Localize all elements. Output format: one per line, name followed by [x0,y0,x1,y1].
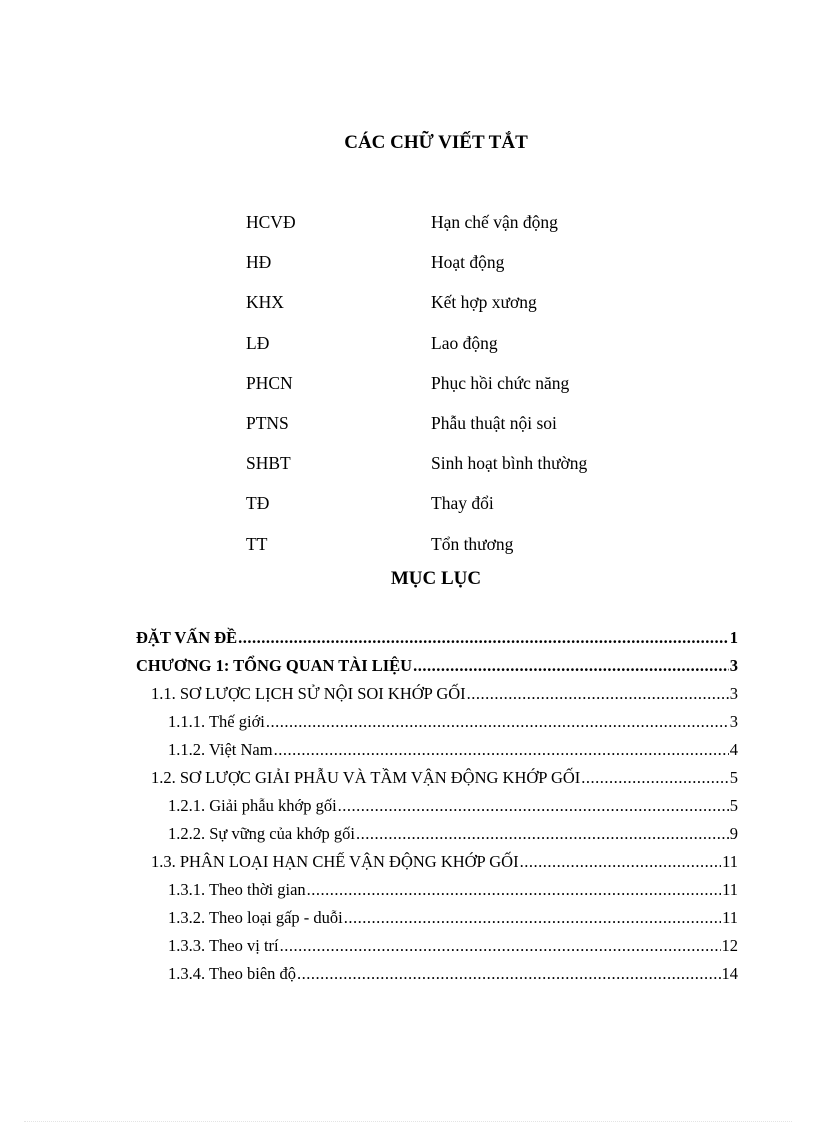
toc-leader-dots [338,796,729,816]
abbreviation-code: LĐ [246,332,270,353]
abbreviation-meaning: Tổn thương [431,533,514,554]
toc-leader-dots [238,628,729,648]
toc-leader-dots [413,656,729,676]
abbreviation-code: TĐ [246,493,270,514]
toc-entry-page: 3 [729,684,738,703]
page-bottom-rule [24,1121,792,1122]
abbreviation-meaning: Sinh hoạt bình thường [431,453,588,474]
toc-entry[interactable] [136,908,738,936]
toc-entry-page: 5 [729,796,738,815]
toc-leader-dots [307,880,721,900]
toc-entry-page: 3 [729,656,738,675]
toc-entry-title: 1.1.2. Việt Nam [168,740,273,759]
toc-entry[interactable] [136,964,738,992]
toc-entry-page: 3 [729,712,738,731]
toc-entry-page: 14 [721,964,738,983]
abbreviation-code: SHBT [246,453,291,474]
toc-entry[interactable] [136,740,738,768]
toc-entry-title: 1.3. PHÂN LOẠI HẠN CHẾ VẬN ĐỘNG KHỚP GỐI [151,852,519,871]
toc-entry[interactable] [136,796,738,824]
abbreviation-meaning: Kết hợp xương [431,292,537,313]
toc-entry-title: 1.3.1. Theo thời gian [168,880,306,899]
abbreviation-code: HĐ [246,252,272,273]
toc-leader-dots [344,908,721,928]
toc-entry-page: 9 [729,824,738,843]
toc-entry[interactable] [136,656,738,684]
toc-entry-title: 1.2.1. Giải phẫu khớp gối [168,796,337,815]
toc-entry[interactable] [136,684,738,712]
abbreviation-meaning: Phục hồi chức năng [431,372,570,393]
toc-leader-dots [266,712,729,732]
toc-entry[interactable] [136,880,738,908]
toc-entry-page: 4 [729,740,738,759]
toc-entry-page: 11 [722,852,738,871]
toc-leader-dots [467,684,729,704]
toc-entry-title: 1.1. SƠ LƯỢC LỊCH SỬ NỘI SOI KHỚP GỐI [151,684,466,703]
toc-entry[interactable] [136,852,738,880]
toc-leader-dots [581,768,728,788]
abbreviation-code: HCVĐ [246,212,296,232]
toc-entry[interactable] [136,768,738,796]
abbreviation-code: PTNS [246,412,289,433]
toc-leader-dots [280,936,721,956]
toc-entry-title: 1.3.3. Theo vị trí [168,936,279,955]
toc-entry-title: 1.2.2. Sự vững của khớp gối [168,824,356,843]
toc-entry-page: 5 [729,768,738,787]
abbreviation-code: TT [246,533,268,554]
toc-leader-dots [520,852,722,872]
abbreviation-meaning: Lao động [431,332,498,353]
toc-leader-dots [297,964,720,984]
abbreviation-meaning: Hạn chế vận động [431,212,558,232]
abbreviation-code: KHX [246,292,284,313]
toc-title: MỤC LỤC [390,568,482,589]
abbreviations-title: CÁC CHỮ VIẾT TẮT [344,132,528,153]
toc-entry-title: 1.3.2. Theo loại gấp - duỗi [168,908,343,927]
abbreviation-code: PHCN [246,372,293,393]
toc-entry-page: 12 [721,936,738,955]
abbreviation-meaning: Phẫu thuật nội soi [431,412,557,433]
toc-entry-title: 1.2. SƠ LƯỢC GIẢI PHẪU VÀ TẦM VẬN ĐỘNG KHỚP GỐI [151,768,581,787]
toc-entry-page: 1 [729,628,738,647]
toc-entry[interactable] [136,936,738,964]
toc-leader-dots [356,824,729,844]
abbreviation-meaning: Thay đổi [431,493,494,514]
toc-entry-page: 11 [722,880,738,899]
toc-entry-title: CHƯƠNG 1: TỔNG QUAN TÀI LIỆU [136,656,413,675]
toc-entry-title: 1.3.4. Theo biên độ [168,964,297,983]
abbreviation-meaning: Hoạt động [431,252,505,273]
toc-entry[interactable] [136,628,738,656]
toc-entry[interactable] [136,712,738,740]
toc-entry-title: ĐẶT VẤN ĐỀ [136,628,238,647]
toc-entry-title: 1.1.1. Thế giới [168,712,265,731]
toc-leader-dots [274,740,729,760]
toc-entry[interactable] [136,824,738,852]
table-of-contents [136,628,738,992]
toc-entry-page: 11 [722,908,738,927]
